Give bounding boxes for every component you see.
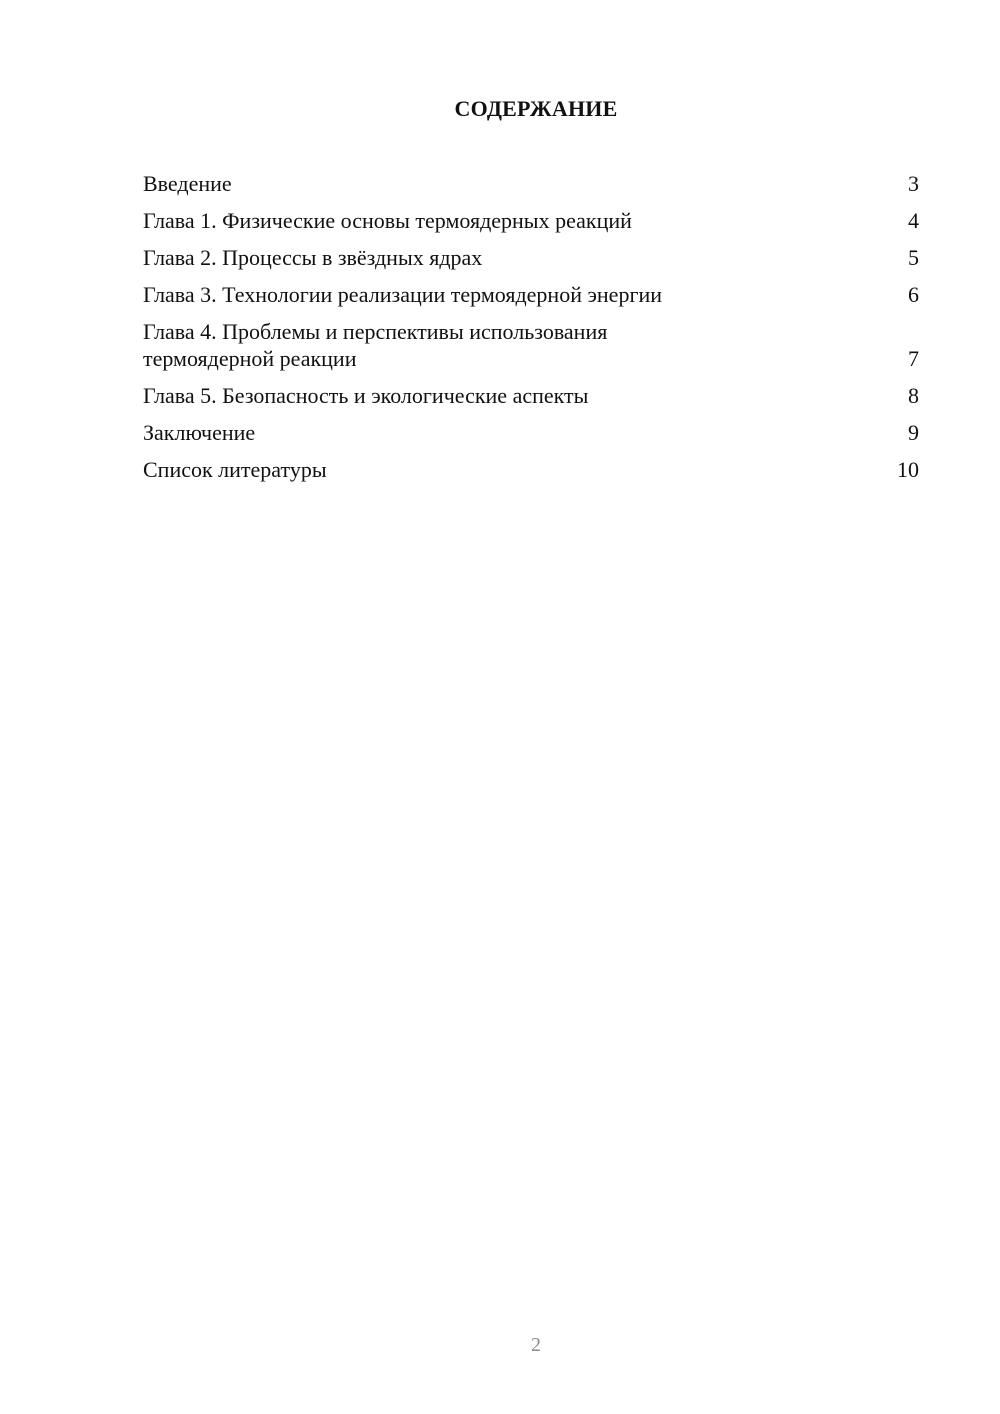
toc-item-text: Глава 2. Процессы в звёздных ядрах: [143, 245, 483, 270]
toc-item-conclusion[interactable]: [143, 419, 919, 446]
toc-item-page-number: 4: [908, 208, 919, 233]
toc-item-chapter-1[interactable]: [143, 207, 919, 234]
toc-item-text: Глава 5. Безопасность и экологические аспекты: [143, 383, 589, 408]
toc-item-chapter-3[interactable]: [143, 281, 919, 308]
toc-item-page-number: 6: [908, 282, 919, 307]
toc-item-chapter-5[interactable]: [143, 382, 919, 409]
toc-item-references[interactable]: [143, 456, 919, 483]
toc-item-text: Глава 4. Проблемы и перспективы использования термоядерной реакции: [143, 319, 608, 371]
toc-title: СОДЕРЖАНИЕ: [454, 96, 618, 121]
toc-item-page-number: 10: [897, 457, 919, 482]
toc-item-page-number: 3: [908, 171, 919, 196]
toc-item-text: Заключение: [143, 420, 256, 445]
toc-item-chapter-2[interactable]: [143, 244, 919, 271]
toc-item-text: Введение: [143, 171, 232, 196]
toc-item-page-number: 7: [908, 346, 919, 371]
toc-item-page-number: 8: [908, 383, 919, 408]
toc-item-chapter-4[interactable]: [143, 318, 919, 372]
toc-item-text: Список литературы: [143, 457, 327, 482]
toc-item-text: Глава 1. Физические основы термоядерных реакций: [143, 208, 632, 233]
page-number-footer: 2: [531, 1334, 541, 1356]
toc-item-page-number: 9: [908, 420, 919, 445]
toc-item-introduction[interactable]: [143, 170, 919, 197]
toc-item-text: Глава 3. Технологии реализации термоядерной энергии: [143, 282, 663, 307]
toc-item-page-number: 5: [908, 245, 919, 270]
table-of-contents: [143, 170, 919, 493]
